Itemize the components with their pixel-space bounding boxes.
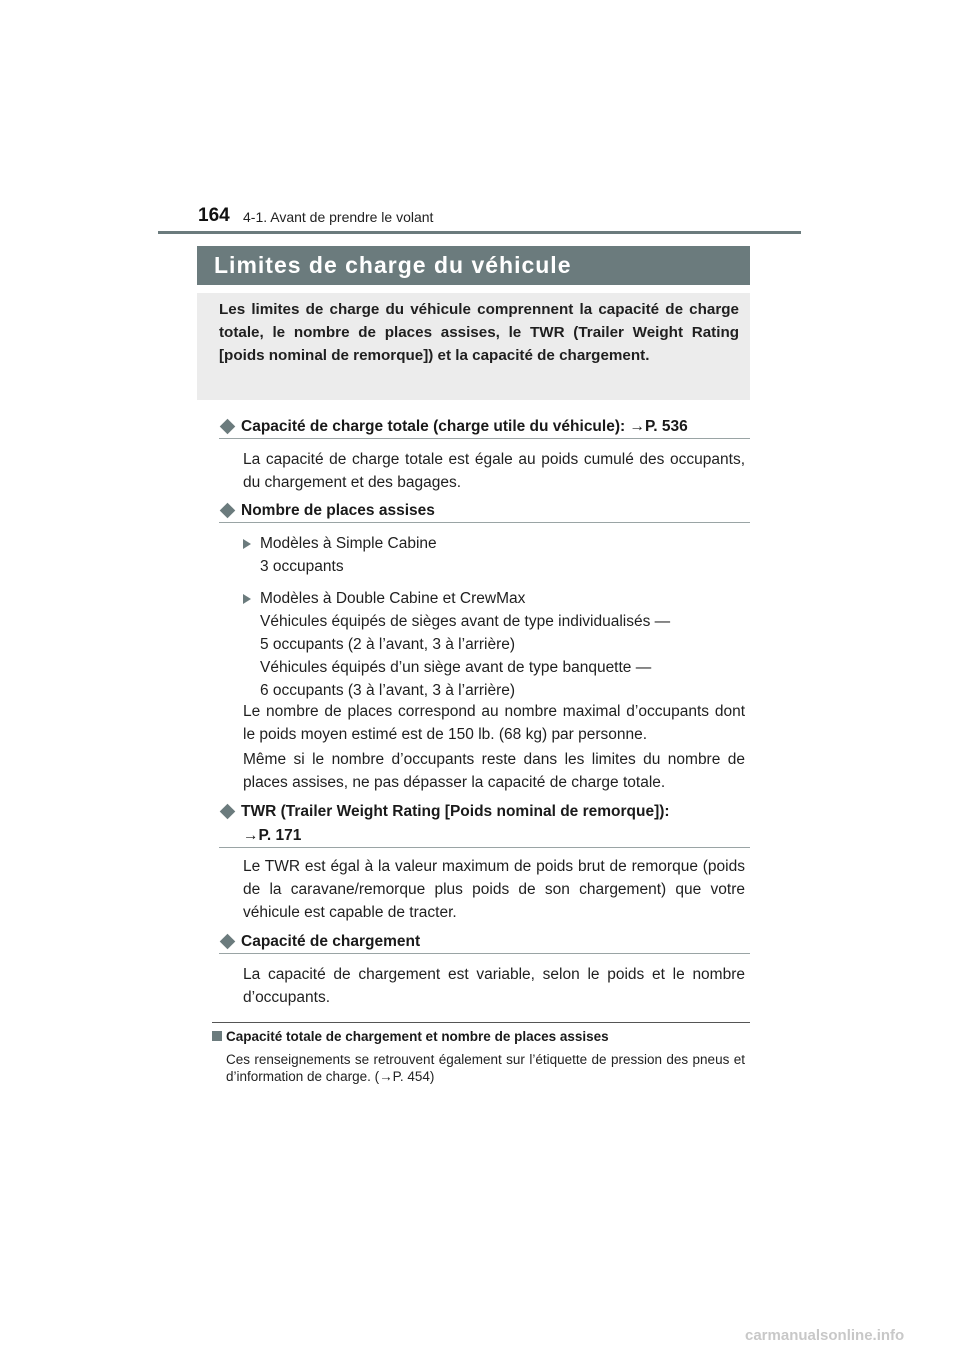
breadcrumb: 4-1. Avant de prendre le volant xyxy=(243,209,434,225)
bullet-label: Modèles à Simple Cabine xyxy=(260,535,437,552)
paragraph: Le nombre de places correspond au nombre maximal d’occupants dont le poids moyen estimé est de 150 lb. (68 kg) par personne. xyxy=(243,703,745,743)
page-number: 164 xyxy=(198,205,230,226)
diamond-icon xyxy=(220,804,236,820)
list-item-detail: 6 occupants (3 à l’avant, 3 à l’arrière) xyxy=(260,682,516,699)
section-heading-text: Nombre de places assises xyxy=(241,502,435,519)
note-heading xyxy=(212,1029,609,1044)
paragraph: Même si le nombre d’occupants reste dans les limites du nombre de places assises, ne pas dépasser la capacité de charge totale. xyxy=(243,751,745,791)
diamond-icon xyxy=(220,934,236,950)
note-body: Ces renseignements se retrouvent également sur l’étiquette de pression des pneus et d’information de charge. (→P. 454) xyxy=(226,1052,745,1084)
section-heading-reference: →P. 171 xyxy=(243,827,302,844)
page-title: Limites de charge du véhicule xyxy=(197,246,750,285)
section-heading-total-capacity xyxy=(219,416,750,439)
triangle-bullet-icon xyxy=(243,539,251,549)
note-divider xyxy=(212,1022,750,1023)
bullet-list xyxy=(243,532,745,702)
list-item xyxy=(243,587,745,610)
triangle-bullet-icon xyxy=(243,594,251,604)
list-item-detail: Véhicules équipés de sièges avant de type individualisés — xyxy=(260,613,671,630)
paragraph: Le TWR est égal à la valeur maximum de poids brut de remorque (poids de la caravane/remorque plus poids de son chargement) que votre véhicule est capable de tracter. xyxy=(243,858,745,921)
list-item-detail: Véhicules équipés d’un siège avant de type banquette — xyxy=(260,659,652,676)
section-heading-text: Capacité de charge totale (charge utile du véhicule): →P. 536 xyxy=(241,418,688,435)
list-item-detail: 3 occupants xyxy=(260,558,344,575)
section-heading-seating xyxy=(219,500,750,523)
square-bullet-icon xyxy=(212,1031,222,1041)
paragraph: La capacité de chargement est variable, selon le poids et le nombre d’occupants. xyxy=(243,966,745,1006)
bullet-label: Modèles à Double Cabine et CrewMax xyxy=(260,590,526,607)
paragraph: La capacité de charge totale est égale au poids cumulé des occupants, du chargement et des bagages. xyxy=(243,451,745,491)
section-heading-twr xyxy=(219,801,750,848)
watermark: carmanualsonline.info xyxy=(745,1327,905,1344)
diamond-icon xyxy=(220,419,236,435)
diamond-icon xyxy=(220,503,236,519)
intro-box: Les limites de charge du véhicule comprennent la capacité de charge totale, le nombre de places assises, le TWR (Trailer Weight Rating [poids nominal de remorque]) et la capacité de chargement. xyxy=(197,293,750,400)
section-heading-cargo xyxy=(219,931,750,954)
section-heading-text: TWR (Trailer Weight Rating [Poids nominal de remorque]): xyxy=(241,803,670,820)
header-rule xyxy=(158,231,801,234)
section-heading-text: Capacité de chargement xyxy=(241,933,421,950)
note-heading-text: Capacité totale de chargement et nombre de places assises xyxy=(226,1029,609,1044)
list-item xyxy=(243,532,745,555)
list-item-detail: 5 occupants (2 à l’avant, 3 à l’arrière) xyxy=(260,636,516,653)
